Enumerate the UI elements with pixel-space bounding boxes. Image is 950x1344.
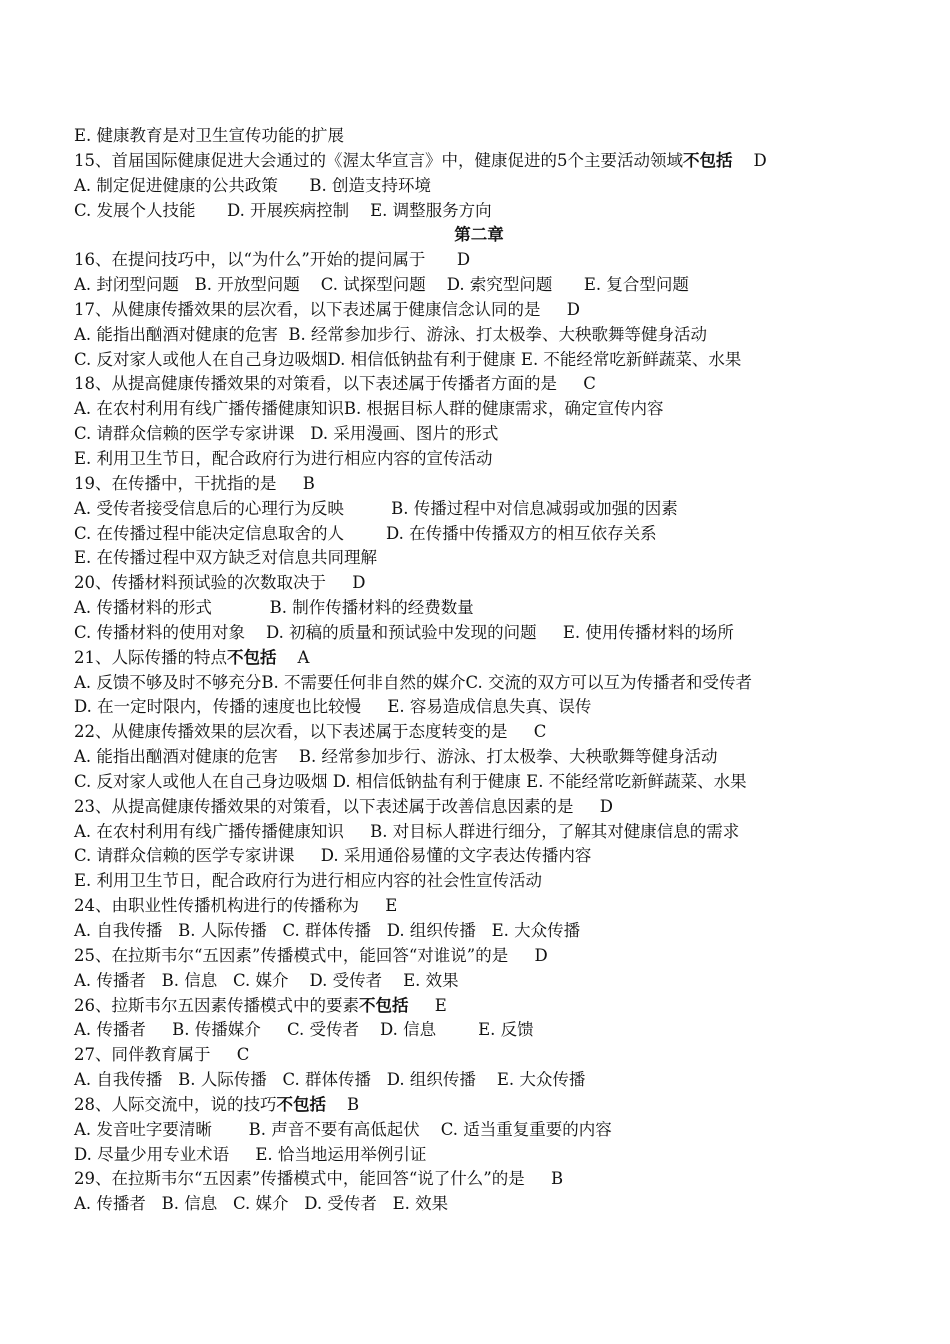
emphasis-text: 不包括 [359, 995, 409, 1015]
line-text: A. 受传者接受信息后的心理行为反映 B. 传播过程中对信息减弱或加强的因素 [74, 498, 678, 518]
line-text: C. 发展个人技能 D. 开展疾病控制 E. 调整服务方向 [74, 200, 492, 220]
line-text: 19、在传播中，干扰指的是 B [74, 473, 315, 493]
document-page [74, 124, 884, 1217]
text-line [74, 1143, 884, 1168]
line-text: A. 传播者 B. 信息 C. 媒介 D. 受传者 E. 效果 [74, 1194, 449, 1214]
line-text: D. 在一定时限内，传播的速度也比较慢 E. 容易造成信息失真、误传 [74, 697, 592, 717]
text-line [74, 149, 884, 174]
text-line [74, 969, 884, 994]
line-text: C. 在传播过程中能决定信息取舍的人 D. 在传播中传播双方的相互依存关系 [74, 523, 657, 543]
text-line [74, 844, 884, 869]
text-line [74, 522, 884, 547]
line-text: D [732, 150, 767, 170]
text-line [74, 174, 884, 199]
text-line [74, 1093, 884, 1118]
text-line [74, 273, 884, 298]
line-text: 24、由职业性传播机构进行的传播称为 E [74, 896, 398, 916]
text-line [74, 422, 884, 447]
text-line [74, 1068, 884, 1093]
line-text: E. 利用卫生节日，配合政府行为进行相应内容的宣传活动 [74, 448, 493, 468]
emphasis-text: 不包括 [227, 647, 277, 667]
line-text: 26、拉斯韦尔五因素传播模式中的要素 [74, 995, 359, 1015]
line-text: 29、在拉斯韦尔“五因素”传播模式中，能回答“说了什么”的是 B [74, 1169, 564, 1189]
line-text: 18、从提高健康传播效果的对策看，以下表述属于传播者方面的是 C [74, 374, 596, 394]
text-line [74, 323, 884, 348]
line-text: A [276, 647, 310, 667]
line-text: 16、在提问技巧中，以“为什么”开始的提问属于 D [74, 250, 471, 270]
line-text: D. 尽量少用专业术语 E. 恰当地运用举例引证 [74, 1144, 427, 1164]
text-line [74, 795, 884, 820]
line-text: 15、首届国际健康促进大会通过的《渥太华宣言》中，健康促进的5个主要活动领域 [74, 150, 683, 170]
text-line [74, 869, 884, 894]
text-line [74, 298, 884, 323]
chapter-heading [74, 223, 884, 248]
line-text: C. 请群众信赖的医学专家讲课 D. 采用通俗易懂的文字表达传播内容 [74, 846, 592, 866]
line-text: A. 制定促进健康的公共政策 B. 创造支持环境 [74, 175, 431, 195]
text-line [74, 621, 884, 646]
line-text: A. 传播材料的形式 B. 制作传播材料的经费数量 [74, 598, 474, 618]
line-text: C. 请群众信赖的医学专家讲课 D. 采用漫画、图片的形式 [74, 424, 499, 444]
line-text: A. 能指出酗酒对健康的危害 B. 经常参加步行、游泳、打太极拳、大秧歌舞等健身活动 [74, 324, 708, 344]
emphasis-text: 不包括 [276, 1094, 326, 1114]
line-text: A. 封闭型问题 B. 开放型问题 C. 试探型问题 D. 索究型问题 E. 复合型问题 [74, 275, 689, 295]
line-text: A. 在农村利用有线广播传播健康知识B. 根据目标人群的健康需求，确定宣传内容 [74, 399, 664, 419]
text-line [74, 497, 884, 522]
text-line [74, 720, 884, 745]
text-line [74, 199, 884, 224]
text-line [74, 695, 884, 720]
text-line [74, 472, 884, 497]
text-line [74, 770, 884, 795]
text-line [74, 944, 884, 969]
line-text: E [408, 995, 447, 1015]
line-text: 17、从健康传播效果的层次看，以下表述属于健康信念认同的是 D [74, 299, 580, 319]
line-text: 23、从提高健康传播效果的对策看，以下表述属于改善信息因素的是 D [74, 796, 613, 816]
text-line [74, 372, 884, 397]
line-text: A. 传播者 B. 信息 C. 媒介 D. 受传者 E. 效果 [74, 970, 459, 990]
text-line [74, 447, 884, 472]
text-line [74, 348, 884, 373]
line-text: E. 健康教育是对卫生宣传功能的扩展 [74, 126, 345, 145]
line-text: 28、人际交流中，说的技巧 [74, 1094, 277, 1114]
line-text: E. 在传播过程中双方缺乏对信息共同理解 [74, 548, 378, 568]
line-text: A. 传播者 B. 传播媒介 C. 受传者 D. 信息 E. 反馈 [74, 1020, 534, 1040]
text-line [74, 646, 884, 671]
text-line [74, 994, 884, 1019]
text-line [74, 671, 884, 696]
line-text: A. 发音吐字要清晰 B. 声音不要有高低起伏 C. 适当重复重要的内容 [74, 1119, 612, 1139]
text-line [74, 571, 884, 596]
text-line [74, 1118, 884, 1143]
line-text: 25、在拉斯韦尔“五因素”传播模式中，能回答“对谁说”的是 D [74, 945, 548, 965]
text-line [74, 596, 884, 621]
text-line [74, 397, 884, 422]
text-line [74, 894, 884, 919]
emphasis-text: 第二章 [454, 225, 504, 245]
text-line [74, 745, 884, 770]
text-line [74, 820, 884, 845]
text-line [74, 546, 884, 571]
line-text: E. 利用卫生节日，配合政府行为进行相应内容的社会性宣传活动 [74, 871, 543, 891]
line-text: A. 自我传播 B. 人际传播 C. 群体传播 D. 组织传播 E. 大众传播 [74, 921, 581, 940]
text-line [74, 1018, 884, 1043]
line-text: 20、传播材料预试验的次数取决于 D [74, 573, 366, 593]
text-line [74, 248, 884, 273]
line-text: 22、从健康传播效果的层次看，以下表述属于态度转变的是 C [74, 722, 547, 742]
line-text: A. 自我传播 B. 人际传播 C. 群体传播 D. 组织传播 E. 大众传播 [74, 1070, 586, 1090]
line-text: A. 能指出酗酒对健康的危害 B. 经常参加步行、游泳、打太极拳、大秧歌舞等健身活动 [74, 747, 718, 767]
line-text: B [326, 1094, 360, 1114]
line-text: C. 反对家人或他人在自己身边吸烟 D. 相信低钠盐有利于健康 E. 不能经常吃新鲜蔬菜、水果 [74, 771, 747, 791]
line-text: C. 传播材料的使用对象 D. 初稿的质量和预试验中发现的问题 E. 使用传播材料的场所 [74, 622, 734, 642]
line-text: 21、人际传播的特点 [74, 647, 227, 667]
text-line [74, 1043, 884, 1068]
emphasis-text: 不包括 [683, 150, 733, 170]
text-line [74, 124, 884, 149]
text-line [74, 919, 884, 944]
text-line [74, 1192, 884, 1217]
line-text: A. 在农村利用有线广播传播健康知识 B. 对目标人群进行细分，了解其对健康信息的需求 [74, 821, 740, 841]
line-text: C. 反对家人或他人在自己身边吸烟D. 相信低钠盐有利于健康 E. 不能经常吃新鲜蔬菜、水果 [74, 349, 742, 369]
text-line [74, 1167, 884, 1192]
line-text: A. 反馈不够及时不够充分B. 不需要任何非自然的媒介C. 交流的双方可以互为传播者和受传者 [74, 672, 753, 692]
line-text: 27、同伴教育属于 C [74, 1045, 250, 1065]
